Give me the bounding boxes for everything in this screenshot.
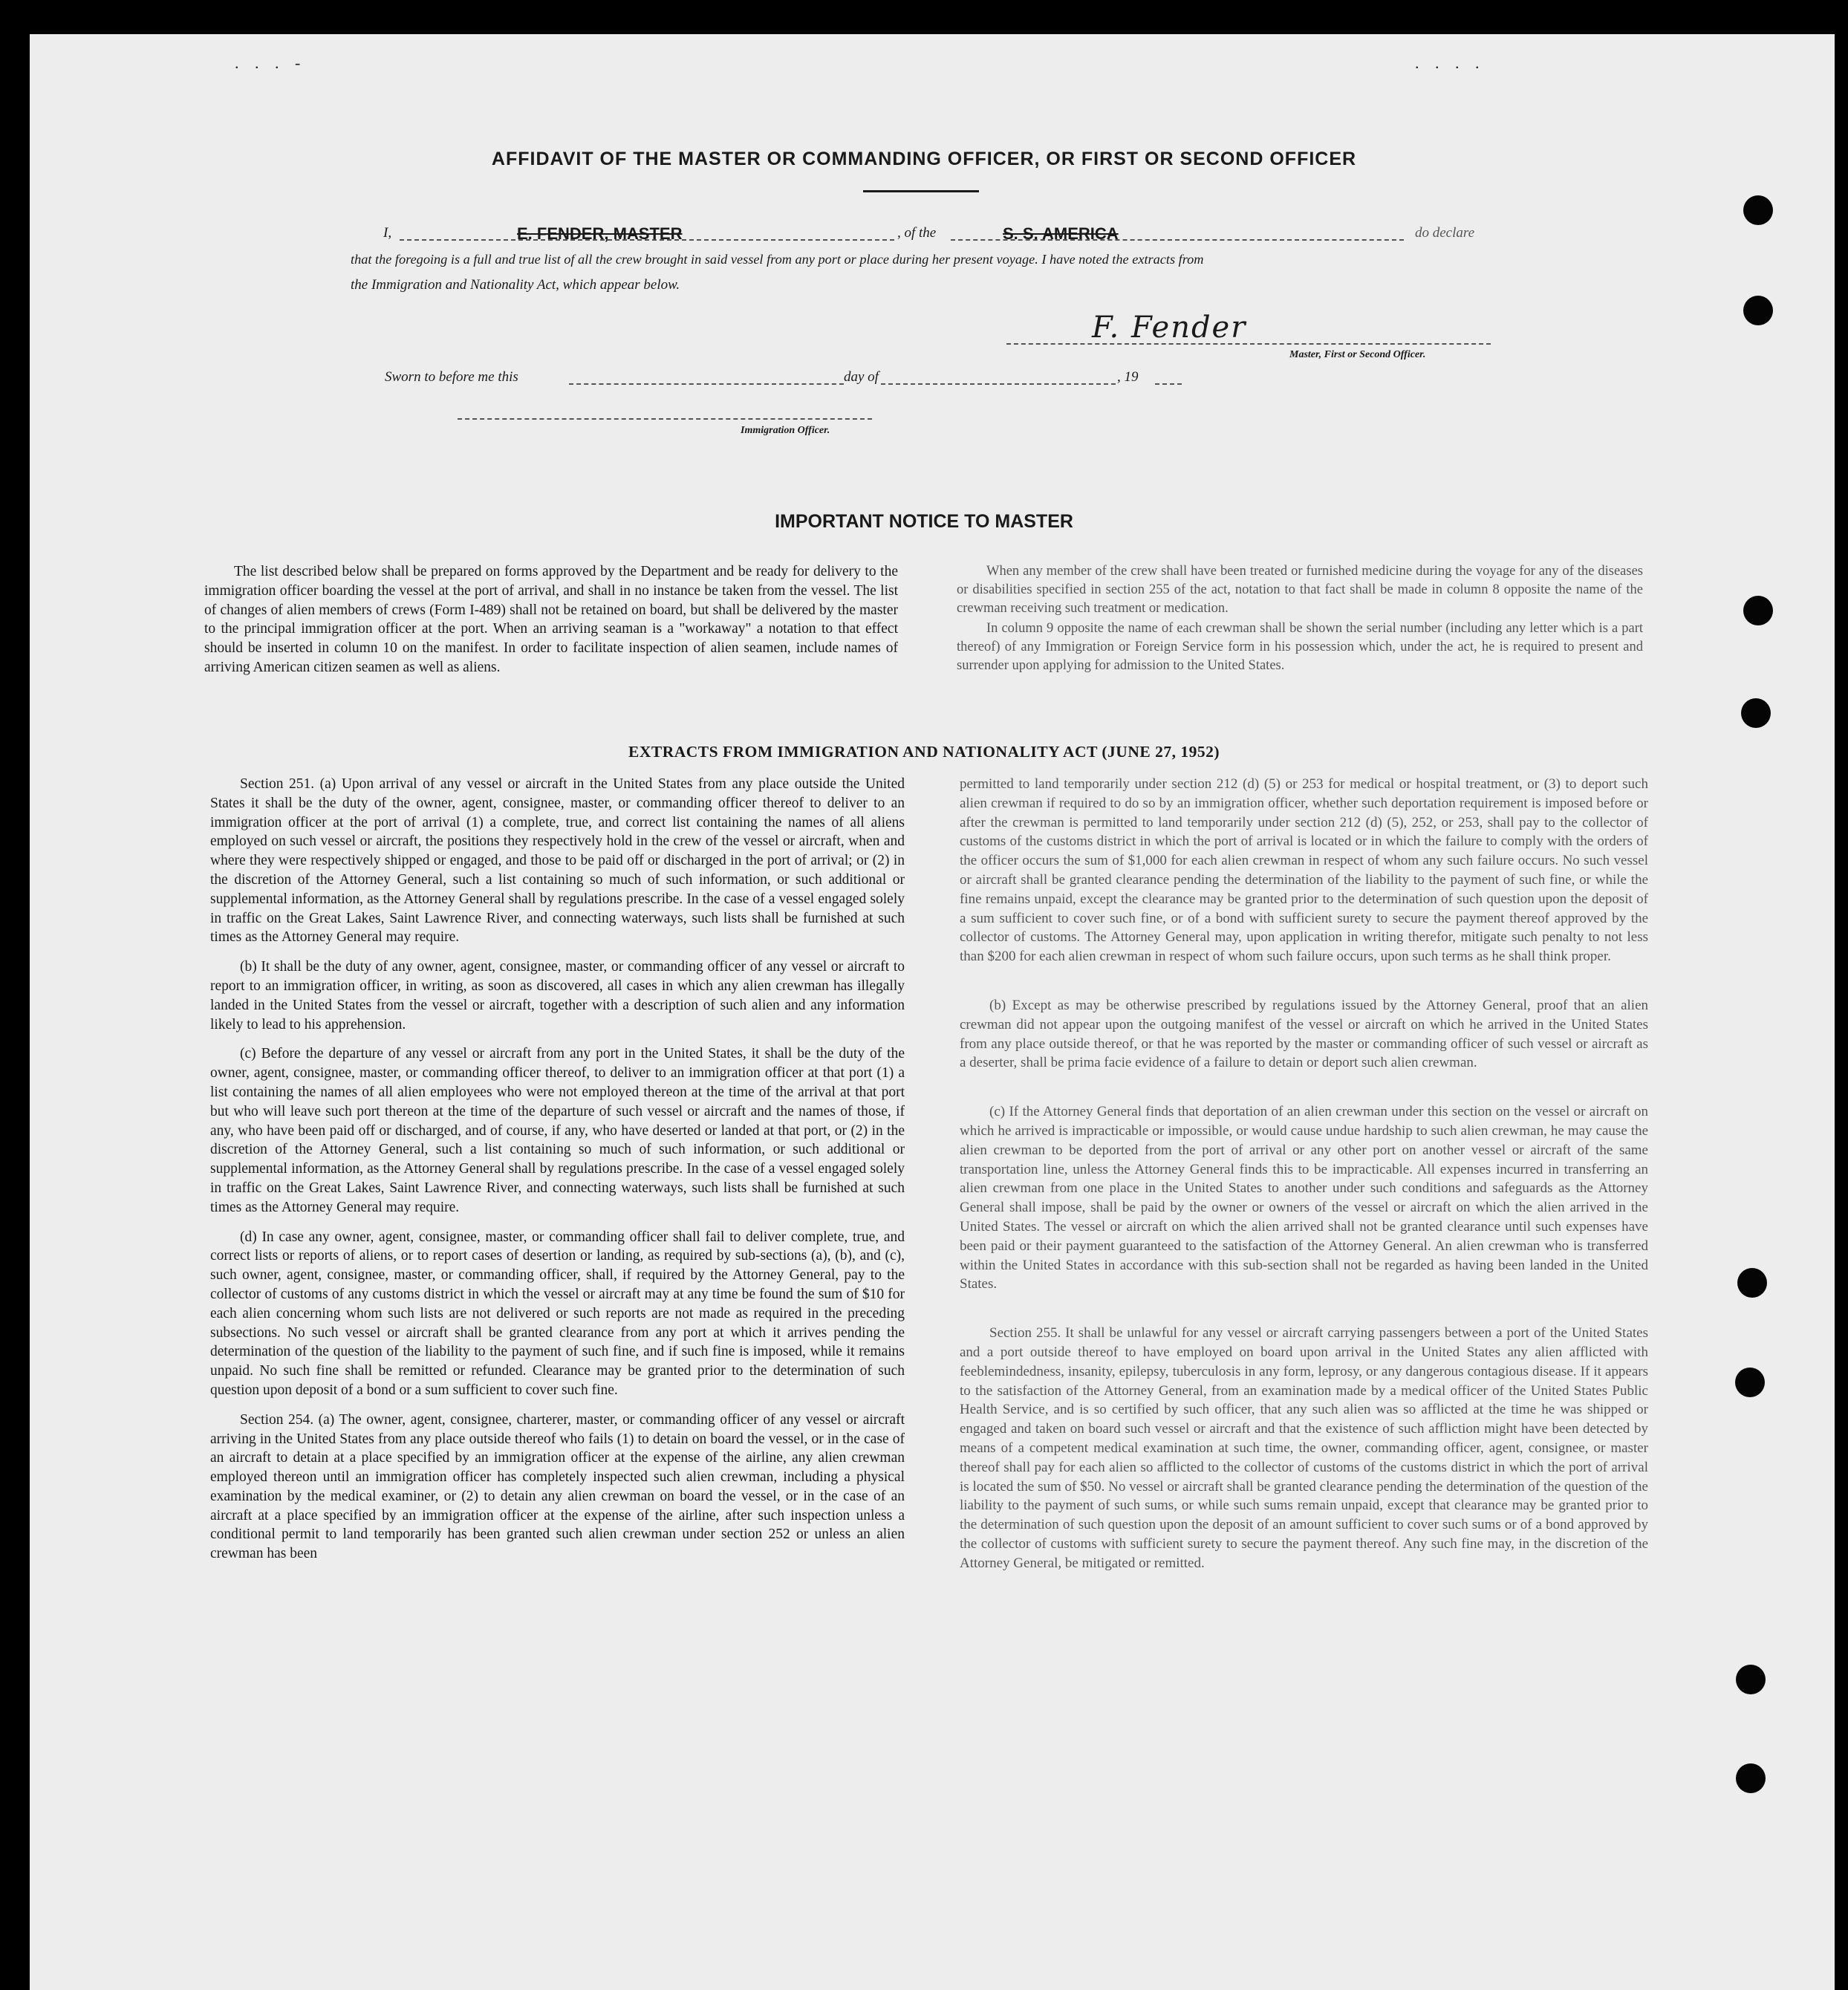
section-251-b: (b) It shall be the duty of any owner, agent, consignee, master, or commanding officer of any vessel or aircraft to report to an immigration officer, in writing, as soon as discovered, all cases in which any alien crewman has illegally landed in the United States from the vessel or aircraft, together with a description of such alien and any information likely to lead to his apprehension.	[210, 959, 905, 1033]
title-rule	[863, 190, 979, 192]
officer-signature-line	[458, 418, 872, 420]
top-left-marks: . . . -	[235, 53, 307, 72]
section-254-c: (c) If the Attorney General finds that deportation of an alien crewman under this section on the vessel or aircraft on which he arrived is impracticable or impossible, or would cause undue hardship to such alien crewman, he may cause the alien crewman to be deported from the port of arrival or any other port on another vessel or aircraft of the same transportation line, unless the Attorney General finds this to be impracticable. All expenses incurred in transferring an alien crewman from one place in the United States to another under such conditions and safeguards as the Attorney General shall impose, shall be paid by the owner or owners of the vessel or aircraft on which the alien arrived in the United States. The vessel or aircraft on which the alien arrived shall not be granted clearance until such expenses have been paid or their payment guaranteed to the satisfaction of the Attorney General. An alien crewman who is transferred within the United States in accordance with this sub-section shall not be regarded as having been landed in the United States.	[960, 1104, 1648, 1292]
punch-hole	[1735, 1368, 1765, 1397]
notice-right-column	[957, 562, 1643, 689]
notice-right-paragraph-2: In column 9 opposite the name of each crewman shall be shown the serial number (including any letter which is a part thereof) of any Immigration or Foreign Service form in his possession which, under the act, he is required to present and surrender upon applying for admission to the United States.	[957, 621, 1643, 673]
of-the-label: , of the	[897, 225, 937, 241]
punch-hole	[1736, 1763, 1766, 1793]
officer-caption: Immigration Officer.	[741, 425, 830, 436]
punch-hole	[1743, 296, 1773, 325]
sworn-day-line	[569, 383, 844, 385]
sworn-label: Sworn to before me this	[385, 369, 518, 385]
day-of-label: day of	[844, 369, 879, 385]
notice-left-column	[204, 562, 898, 691]
vessel-field: S. S. AMERICA	[1003, 224, 1119, 243]
year-label: , 19	[1117, 369, 1139, 385]
punch-hole	[1743, 195, 1773, 225]
section-254-a: Section 254. (a) The owner, agent, consignee, charterer, master, or commanding officer of any vessel or aircraft arriving in the United States from any place outside thereof who fails (1) to detain on board the vessel, or in the case of an aircraft to detain at a place specified by an immigration officer at the expense of the airline, any alien crewman employed thereon until an immigration officer has completely inspected such alien crewman, including a physical examination by the medical examiner, or (2) to detain any alien crewman on board the vessel, or in the case of an aircraft at a place specified by an immigration officer at the expense of the airline, after such inspection unless a conditional permit to land temporarily has been granted such alien crewman under section 252 or unless an alien crewman has been	[210, 1411, 905, 1562]
notice-left-paragraph: The list described below shall be prepared on forms approved by the Department and be ready for delivery to the immigration officer boarding the vessel at the port of arrival, and shall in no instance be taken from the vessel. The list of changes of alien members of crews (Form I-489) shall not be retained on board, but shall be delivered by the master to the principal immigration officer at the port. When an arriving seaman is a "workaway" a notation to that effect should be inserted in column 10 on the manifest. In order to facilitate inspection of alien seamen, include names of arriving American citizen seamen as well as aliens.	[204, 564, 898, 675]
punch-hole	[1737, 1268, 1767, 1298]
extracts-left-column	[210, 775, 905, 1577]
extracts-title: EXTRACTS FROM IMMIGRATION AND NATIONALITY ACT (JUNE 27, 1952)	[628, 743, 1220, 761]
declare-label: do declare	[1415, 225, 1475, 241]
punch-hole	[1743, 596, 1773, 625]
extracts-right-column	[960, 775, 1648, 1586]
top-right-marks: . . . .	[1415, 53, 1486, 72]
master-signature: F. Fender	[1092, 310, 1247, 345]
section-255: Section 255. It shall be unlawful for any vessel or aircraft carrying passengers between a port of the United States and a port outside thereof to have employed on board upon arrival in the United States any alien afflicted with feeblemindedness, insanity, epilepsy, tuberculosis in any form, leprosy, or any dangerous contagious disease. If it appears to the satisfaction of the Attorney General, from an examination made by a medical officer of the United States Public Health Service, and is so certified by such officer, that any such alien was so afflicted at the time he was shipped or engaged and taken on board such vessel or aircraft and that the existence of such affliction might have been detected by means of a competent medical examination at such time, the owner, commanding officer, agent, consignee, or master thereof shall pay for each alien so afflicted to the collector of customs of the customs district in which the port of arrival is located the sum of $50. No vessel or aircraft shall be granted clearance pending the determination of the question of the liability to the payment of such sums, or while such sums remain unpaid, except that clearance may be granted prior to the determination of such question upon the deposit of an amount sufficient to cover such sums or of a bond approved by the collector of customs with sufficient surety to secure the payment thereof. Any such fine may, in the discretion of the Attorney General, be mitigated or remitted.	[960, 1325, 1648, 1571]
section-251-d: (d) In case any owner, agent, consignee, master, or commanding officer shall fail to deliver complete, true, and correct lists or reports of aliens, or to report cases of desertion or landing, as required by sub-sections (a), (b), and (c), such owner, agent, consignee, master, or commanding officer, shall, if required by the Attorney General, pay to the collector of customs of any customs district in which the vessel or aircraft may at any time be found the sum of $10 for each alien concerning whom such lists are not delivered or such reports are not made as required in the preceding subsections. No such vessel or aircraft shall be granted clearance from any port at which it arrives pending the determination of the question of the liability to the payment of such fine, and if such fine is imposed, while it remains unpaid. No such fine shall be remitted or refunded. Clearance may be granted prior to the determination of such question upon deposit of a bond or a sum sufficient to cover such fine.	[210, 1229, 905, 1398]
affidavit-title: AFFIDAVIT OF THE MASTER OR COMMANDING OFFICER, OR FIRST OR SECOND OFFICER	[491, 149, 1357, 169]
sworn-month-line	[881, 383, 1116, 385]
signature-caption: Master, First or Second Officer.	[1289, 349, 1426, 360]
section-254-b: (b) Except as may be otherwise prescribed by regulations issued by the Attorney General, proof that an alien crewman did not appear upon the outgoing manifest of the vessel or aircraft on which he arrived in the United States from any place outside thereof, or that he was reported by the master or commanding officer of such vessel or aircraft as a deserter, shall be prima facie evidence of a failure to detain or deport such alien crewman.	[960, 997, 1648, 1071]
affidavit-line-3: the Immigration and Nationality Act, which appear below.	[351, 277, 680, 293]
i-label: I,	[383, 225, 392, 241]
punch-hole	[1741, 698, 1771, 728]
section-251-c: (c) Before the departure of any vessel or aircraft from any port in the United States, it shall be the duty of the owner, agent, consignee, master, or commanding officer thereof, to deliver to an immigration officer at that port (1) a list containing the names of all alien employees who were not employed thereon at the time of the arrival at that port but who will leave such port thereon at the time of the departure of such vessel or aircraft and the names of those, if any, who have been paid off or discharged, and of course, if any, who have deserted or landed at that port, or (2) in the discretion of the Attorney General, such a list containing so much of such information, or such additional or supplemental information, as the Attorney General shall by regulations prescribe. In the case of a vessel engaged solely in traffic on the Great Lakes, Saint Lawrence River, and connecting waterways, such lists shall be furnished at such times as the Attorney General may require.	[210, 1046, 905, 1215]
section-251-a: Section 251. (a) Upon arrival of any vessel or aircraft in the United States from any place outside the United States it shall be the duty of the owner, agent, consignee, master, or commanding officer thereof to deliver to an immigration officer at the port of arrival (1) a complete, true, and correct list containing the names of all aliens employed on such vessel or aircraft, the positions they respectively hold in the crew of the vessel or aircraft, when and where they were respectively shipped or engaged, and those to be paid off or discharged in the port of arrival; or (2) in the discretion of the Attorney General, such a list containing so much of such information, or such additional or supplemental information, as the Attorney General shall by regulations prescribe. In the case of a vessel engaged solely in traffic on the Great Lakes, Saint Lawrence River, and connecting waterways, such lists shall be furnished at such times as the Attorney General may require.	[210, 776, 905, 946]
section-254-a-continued: permitted to land temporarily under section 212 (d) (5) or 253 for medical or hospital treatment, or (3) to deport such alien crewman if required to do so by an immigration officer, whether such deportation requirement is imposed before or after the crewman is permitted to land temporarily under section 212 (d) (5), 252, or 253, shall pay to the collector of customs of the customs district in which the port of arrival is located or in which the failure to comply with the orders of the officer occurs the sum of $1,000 for each alien crewman in respect of whom any such failure occurs. No such vessel or aircraft shall be granted clearance pending the determination of the liability to the payment of such fine, or while the fine remains unpaid, except the clearance may be granted prior to the determination of such question upon the deposit of a sum sufficient to cover such fine, or of a bond with sufficient surety to secure the payment thereof approved by the collector of customs. The Attorney General may, upon application in writing therefor, mitigate such penalty to not less than $200 for each alien crewman in respect of whom such failure occurs, upon such terms as he shall think proper.	[960, 776, 1648, 965]
year-line	[1155, 383, 1182, 385]
affidavit-line-2: that the foregoing is a full and true list of all the crew brought in said vessel from any port or place during her present voyage. I have noted the extracts from	[351, 252, 1204, 267]
notice-title: IMPORTANT NOTICE TO MASTER	[775, 511, 1073, 532]
notice-right-paragraph-1: When any member of the crew shall have been treated or furnished medicine during the voyage for any of the diseases or disabilities specified in section 255 of the act, notation to that fact shall be made in column 8 opposite the name of the crewman receiving such treatment or medication.	[957, 564, 1643, 616]
signature-line	[1006, 343, 1491, 345]
master-name-field: E. FENDER, MASTER	[517, 224, 683, 243]
punch-hole	[1736, 1665, 1766, 1694]
